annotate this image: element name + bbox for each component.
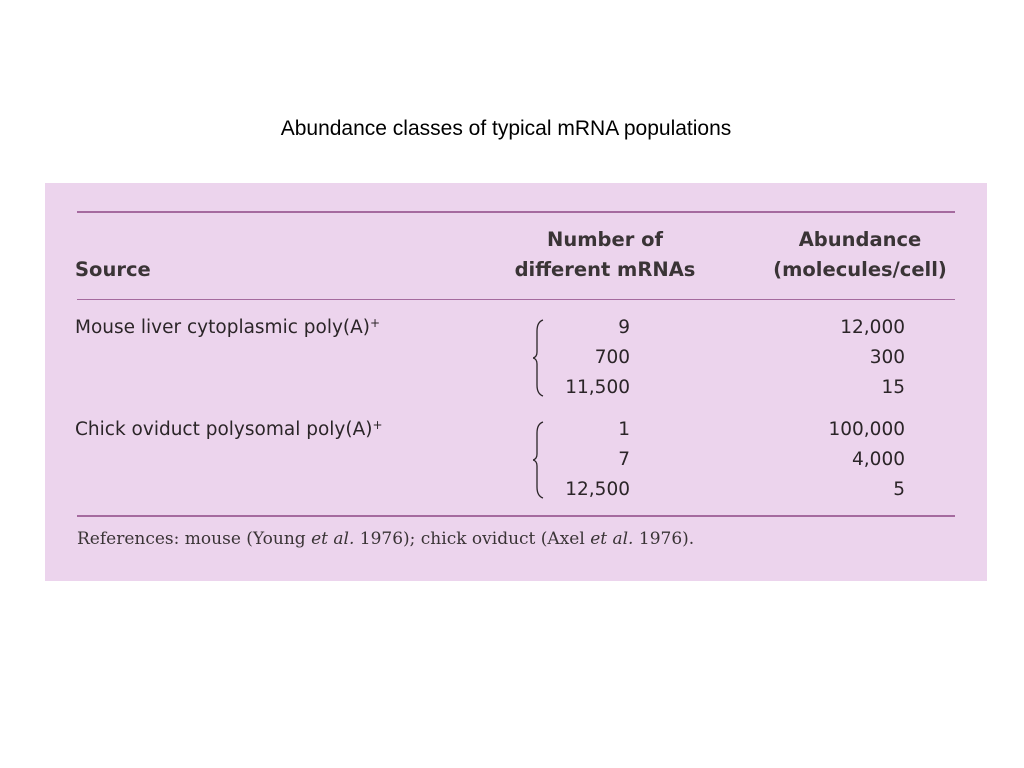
table-top-rule <box>77 211 955 213</box>
mouse-abundance-2: 300 <box>869 347 905 368</box>
table-image <box>45 183 987 581</box>
header-number-line2: different mRNAs <box>514 258 696 281</box>
brace-chick <box>533 421 545 499</box>
slide-title: Abundance classes of typical mRNA populations <box>280 117 732 140</box>
mouse-abundance-3: 15 <box>881 377 905 398</box>
chick-number-3: 12,500 <box>565 479 630 500</box>
table-bottom-rule <box>77 515 955 517</box>
header-abundance-line1: Abundance <box>798 228 922 251</box>
mouse-number-2: 700 <box>594 347 630 368</box>
chick-abundance-2: 4,000 <box>852 449 905 470</box>
header-abundance-line2: (molecules/cell) <box>773 258 947 281</box>
header-number-line1: Number of <box>547 228 663 251</box>
row-source-chick: Chick oviduct polysomal poly(A)+ <box>75 418 383 440</box>
chick-abundance-3: 5 <box>893 479 905 500</box>
mouse-number-3: 11,500 <box>565 377 630 398</box>
mouse-number-1: 9 <box>618 317 630 338</box>
chick-number-2: 7 <box>618 449 630 470</box>
table-header-rule <box>77 299 955 300</box>
brace-mouse <box>533 319 545 397</box>
chick-abundance-1: 100,000 <box>828 419 905 440</box>
table-footnote: References: mouse (Young et al. 1976); chick oviduct (Axel et al. 1976). <box>77 529 695 549</box>
header-source: Source <box>75 258 151 281</box>
chick-number-1: 1 <box>618 419 630 440</box>
mouse-abundance-1: 12,000 <box>840 317 905 338</box>
row-source-mouse: Mouse liver cytoplasmic poly(A)+ <box>75 316 381 338</box>
